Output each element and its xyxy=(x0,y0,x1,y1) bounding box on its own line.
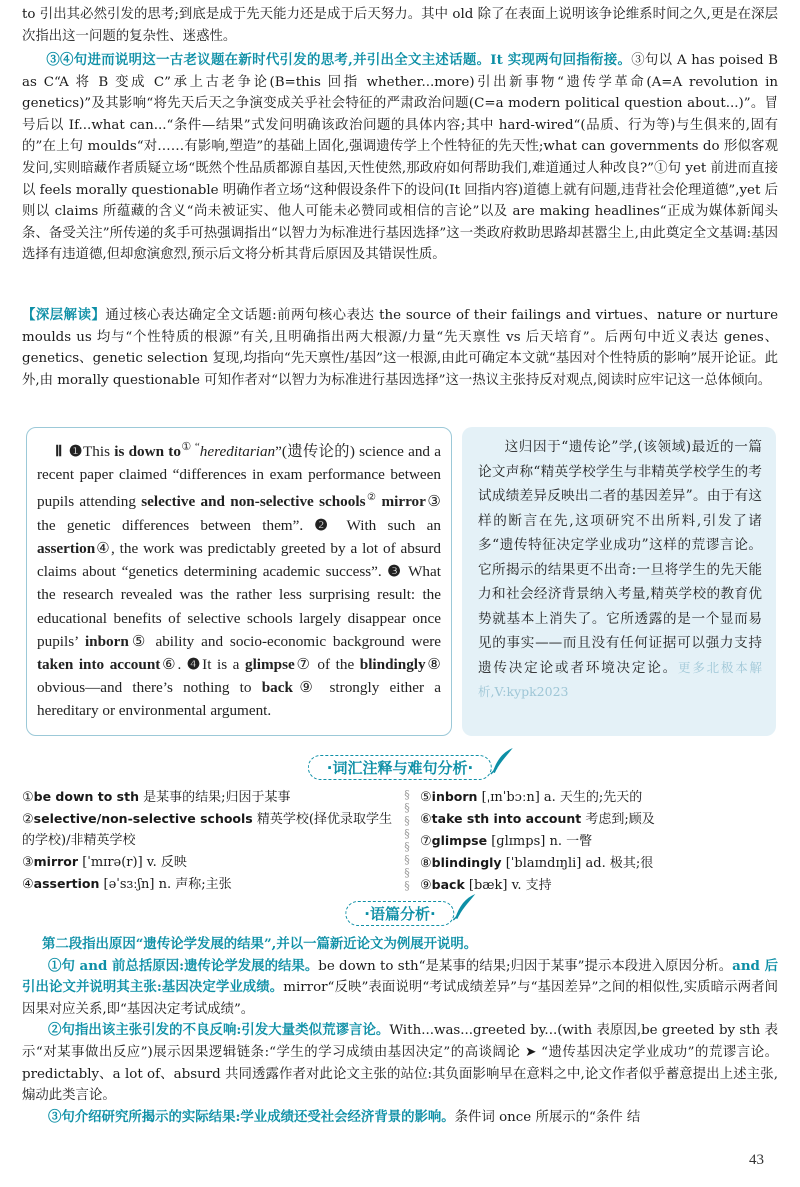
vocab-entry xyxy=(420,786,778,808)
sentence-3-text-c: ⑤ ability and socio-economic background were xyxy=(128,632,441,650)
vocab-word: blindingly xyxy=(431,855,502,870)
vocab-word: take sth into account xyxy=(431,811,582,826)
vocab-right-column xyxy=(420,786,778,896)
vocab-word: back xyxy=(431,877,465,892)
vocab-entry xyxy=(22,851,394,873)
discourse-p3-body: With...was...greeted by...(with 表原因,be greeted by sth 表示“对某事做出反应”)展示因果逻辑链条:“学生的学习成绩由基因决定”的高谈阔论 ➤ “遗传基因决定学业成功”的荒谬言论。predictably、a lot of、absurd 共同透露作者对此论文主张的站位:其负面影响早在意料之中,论文作者似乎蓄意提出上述主张,煽动此类言论。 xyxy=(22,1023,778,1104)
vocab-number: ⑦ xyxy=(420,834,432,849)
discourse-p2-heading: ①句 and 前总括原因:遗传论学发展的结果。 xyxy=(48,957,319,974)
vocab-word: assertion xyxy=(33,876,100,891)
vocab-list xyxy=(22,786,778,896)
vocab-hereditarian: hereditarian xyxy=(199,443,276,461)
vocab-entry xyxy=(22,808,394,851)
discourse-title-text: ·语篇分析· xyxy=(364,905,436,923)
intro-paragraph xyxy=(22,4,778,47)
vocab-selective-schools: selective and non-selective schools xyxy=(141,493,366,511)
sentence-3-text-e: ⑥. xyxy=(160,655,182,673)
sentence-3-text-a: What the research revealed was the rather less surprising result: the educational benefits of selective schools largely disappear once pupils’ xyxy=(37,563,441,650)
sentence-1-text-a: This xyxy=(82,443,115,461)
sentence-1-text-c: ① “ xyxy=(180,441,200,453)
discourse-p3 xyxy=(22,1020,778,1106)
sentence-4-number: ❹ xyxy=(181,655,203,673)
vocab-section-title xyxy=(308,755,492,780)
analysis-34-heading: ③④句进而说明这一古老议题在新时代引发的思考,并引出全文主述话题。It 实现两句回指衔接。 xyxy=(46,52,632,68)
vocab-number: ⑥ xyxy=(420,812,432,827)
deep-reading-paragraph xyxy=(22,305,778,391)
vocab-definition: [bæk] v. 支持 xyxy=(464,878,552,893)
vocab-assertion: assertion xyxy=(37,539,96,557)
discourse-p4 xyxy=(22,1107,778,1129)
vocab-definition: [əˈsɜːʃn] n. 声称;主张 xyxy=(99,877,232,892)
vocab-blindingly: blindingly xyxy=(359,655,426,673)
quill-icon xyxy=(450,892,480,922)
vocab-word: mirror xyxy=(33,854,79,869)
discourse-analysis xyxy=(22,934,778,1128)
vocab-word: be down to sth xyxy=(33,789,139,804)
vocab-inborn: inborn xyxy=(84,632,129,650)
english-passage-box xyxy=(26,427,452,736)
page-number: 43 xyxy=(749,1152,764,1168)
discourse-p2-middle: be down to sth“是某事的结果;归因于某事”提示本段进入原因分析。 xyxy=(318,958,733,974)
discourse-p2-tail: mirror“反映”表面说明“考试成绩差异”与“基因差异”之间的相似性,实质暗示两者间因果对应关系,即“基因决定考试成绩”。 xyxy=(22,980,778,1017)
vocab-number: ⑤ xyxy=(420,790,432,805)
discourse-p2-heading-2: and 后引出论文并说明其主张:基因决定学业成绩。 xyxy=(22,957,778,996)
vocab-title-text: ·词汇注释与难句分析· xyxy=(326,759,474,777)
vocab-number: ① xyxy=(22,790,34,805)
discourse-p1 xyxy=(22,934,778,956)
vocab-definition: [ɡlɪmps] n. 一瞥 xyxy=(487,834,593,849)
vocab-glimpse: glimpse xyxy=(244,655,295,673)
vocab-left-column xyxy=(22,786,394,895)
vocab-number: ⑨ xyxy=(420,878,432,893)
column-divider: § § § § § § § § xyxy=(404,788,410,892)
sentence-4-text-e: ⑧ obvious—and there’s nothing to xyxy=(37,655,441,697)
paragraph-mark: Ⅱ xyxy=(55,443,63,461)
discourse-p1-heading: 第二段指出原因“遗传论学发展的结果”,并以一篇新近论文为例展开说明。 xyxy=(42,936,478,952)
sentence-2-text-c: ④, the work was predictably greeted by a lot of absurd claims about “genetics determining academic success”. xyxy=(37,539,441,581)
sentence-1-number: ❶ xyxy=(68,443,83,461)
sentence-2-text-a: With such an xyxy=(335,516,441,534)
sentence-3-number: ❸ xyxy=(381,563,403,581)
discourse-p3-heading: ②句指出该主张引发的不良反响:引发大量类似荒谬言论。 xyxy=(48,1022,390,1039)
quill-icon xyxy=(487,746,517,776)
discourse-p4-heading: ③句介绍研究所揭示的实际结果:学业成绩还受社会经济背景的影响。 xyxy=(48,1108,455,1125)
vocab-definition: 精英学校(择优录取学生的学校)/非精英学校 xyxy=(22,812,392,848)
vocab-number: ③ xyxy=(22,855,34,870)
watermark: 更多北极本解析,V:kypk2023 xyxy=(478,659,762,699)
deep-reading-body: 通过核心表达确定全文话题:前两句核心表达 the source of their failings and virtues、nature or nurture moulds us 均与“个性特质的根源”有关,且明确指出两大根源/力量“先天禀性 vs 后天培育”。后两句中近义表达 genes、genetics、genetic selection 复现,均指向“先天禀性/基因”这一根源,由此可确定本文就“基因对个性特质的影响”展开论证。此外,由 morally questionable 可知作者对“以智力为标准进行基因选择”这一热议主张持反对观点,阅读时应牢记这一总体倾向。 xyxy=(22,308,779,388)
vocab-entry xyxy=(22,786,394,808)
vocab-be-down-to: is down to xyxy=(114,443,181,461)
sentence-1-text-g: ② xyxy=(365,492,382,504)
vocab-entry xyxy=(420,830,778,852)
vocab-number: ⑧ xyxy=(420,856,432,871)
vocab-word: inborn xyxy=(431,789,478,804)
sentence-1-text-i: ③ the genetic differences between them”. xyxy=(37,493,441,534)
vocab-entry xyxy=(420,852,778,874)
vocab-definition: [ˌɪnˈbɔːn] a. 天生的;先天的 xyxy=(477,790,643,805)
analysis-34-body: ③句以 A has poised B as C“A 将 B 变成 C”承上古老争论(B=this 回指 whether...more)引出新事物“遗传学革命(A=A revolution in genetics)”及其影响“将先天后天之争演变成关乎社会特征的严肃政治问题(C=a modern political question about...)”。冒号后以 If...what can...“条件—结果”式发问明确该政治问题的具体内容;其中 hard-wired“(品质、行为等)与生俱来的,固有的”在上句 moulds“对……有影响,塑造”的基础上固化,强调遗传学上个性特征的先天性;what can governments do 形似客观发问,实则暗藏作者质疑立场“既然个性品质都源自基因,天性使然,那政府如何帮助我们,难道通过人种改良?”①句 yet 前进而直接以 feels morally questionable 明确作者立场“这种假设条件下的设问(It 回指内容)道德上就有问题,违背社会伦理道德”,yet 后则以 claims 所蕴藏的含义“尚未被证实、他人可能未必赞同或相信的言论”以及 are making headlines“正成为媒体新闻头条、备受关注”所传递的炙手可热强调指出“以智力为标准进行基因选择”这一类政府救助思路却甚嚣尘上,由此奠定全文基调:基因选择有违道德,但却愈演愈烈,预示后文将分析其背后原因及其错误性质。 xyxy=(22,53,778,263)
discourse-p2 xyxy=(22,956,778,1021)
sentence-2-number: ❷ xyxy=(303,516,336,534)
vocab-back: back xyxy=(261,679,293,697)
vocab-word: glimpse xyxy=(431,833,488,848)
vocab-entry xyxy=(420,808,778,830)
vocab-number: ④ xyxy=(22,877,34,892)
vocab-take-into-account: taken into account xyxy=(37,655,161,673)
vocab-definition: [ˈblaɪndɪŋli] ad. 极其;很 xyxy=(501,856,654,871)
sentence-4-text-a: It is a xyxy=(202,655,245,673)
vocab-number: ② xyxy=(22,812,34,827)
sentence-1-text-e: ”(遗传论的) science and a recent paper claimed “differences in exam performance between pupils attending xyxy=(37,443,441,511)
translation-text: 这归因于“遗传论”学,(该领域)最近的一篇论文声称“精英学校学生与非精英学校学生的考试成绩差异反映出二者的基因差异”。由于有这样的断言在先,这项研究不出所料,引发了诸多“遗传特征决定学业成功”这样的荒谬言论。它所揭示的结果更不出奇:一旦将学生的先天能力和社会经济背景纳入考量,精英学校的教育优势就基本上消失了。它所透露的是一个显而易见的事实——而且没有任何证据可以强力支持遗传决定论或者环境决定论。 xyxy=(478,439,762,676)
sentence-4-text-g: ⑨ strongly either a hereditary or environmental argument. xyxy=(37,679,441,720)
analysis-34-paragraph xyxy=(22,50,778,266)
sentence-4-text-c: ⑦ of the xyxy=(294,655,360,673)
vocab-word: selective/non-selective schools xyxy=(33,811,253,826)
vocab-definition: [ˈmɪrə(r)] v. 反映 xyxy=(78,855,187,870)
vocab-definition: 考虑到;顾及 xyxy=(581,812,655,827)
translation-box xyxy=(462,427,776,736)
deep-reading-tag: 【深层解读】 xyxy=(22,307,106,323)
vocab-mirror: mirror xyxy=(381,493,426,511)
intro-text: to 引出其必然引发的思考;到底是成于先天能力还是成于后天努力。其中 old 除了在表面上说明该争论维系时间之久,更是在深层次指出这一问题的复杂性、迷惑性。 xyxy=(22,7,778,44)
discourse-section-title xyxy=(345,901,454,926)
discourse-p4-body: 条件词 once 所展示的“条件 结 xyxy=(454,1109,641,1125)
vocab-entry xyxy=(22,873,394,895)
vocab-definition: 是某事的结果;归因于某事 xyxy=(139,790,291,805)
